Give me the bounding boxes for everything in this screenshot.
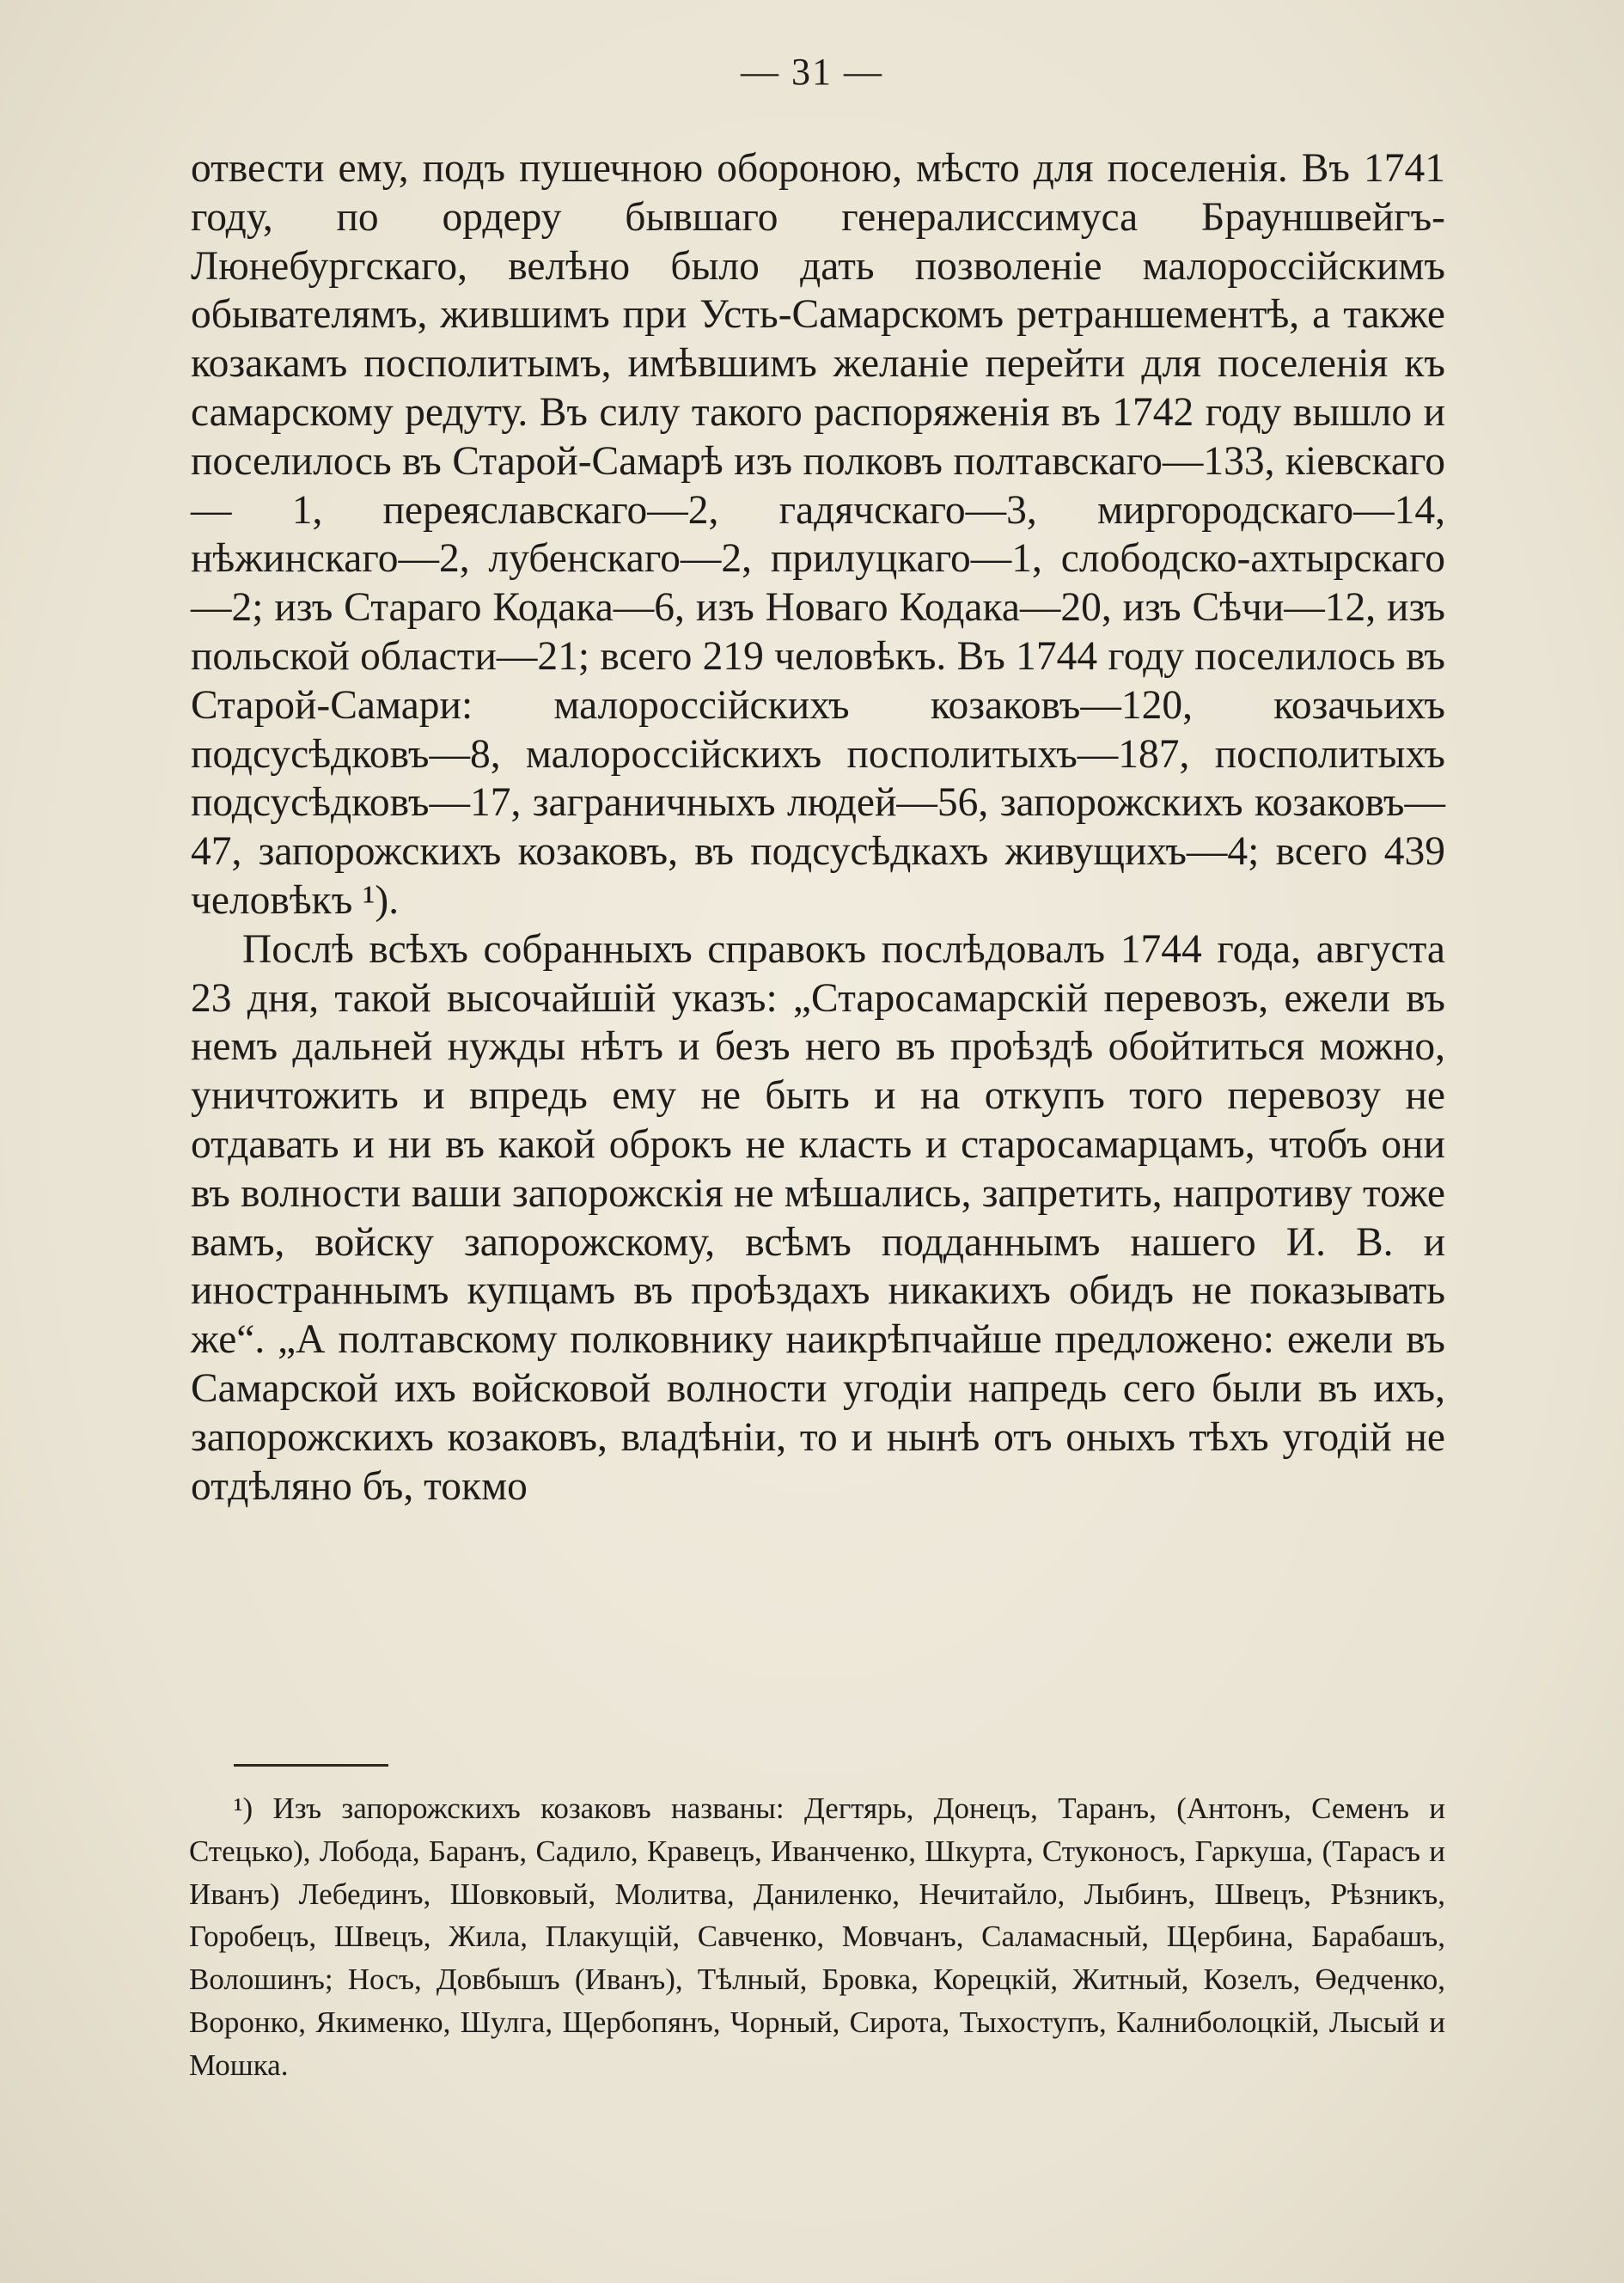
page-number: — 31 — — [741, 51, 883, 93]
main-text — [191, 144, 1445, 1511]
paragraph-2: Послѣ всѣхъ собранныхъ справокъ послѣдовалъ 1744 года, августа 23 дня, такой высочайшій указъ: „Старосамарскій перевозъ, ежели въ немъ дальней нужды нѣтъ и безъ него въ проѣздѣ обойтиться можно, уничтожить и впредь ему не быть и на откупъ того перевозу не отдавать и ни въ какой оброкъ не класть и старосамарцамъ, чтобъ они въ волности ваши запорожскія не мѣшались, запретить, напротиву тоже вамъ, войску запорожскому, всѣмъ подданнымъ нашего И. В. и иностраннымъ купцамъ въ проѣздахъ никакихъ обидъ не показывать же“. „А полтавскому полковнику наикрѣпчайше предложено: ежели въ Самарской ихъ войсковой волности угодіи напредь сего были въ ихъ, запорожскихъ козаковъ, владѣніи, то и нынѣ отъ оныхъ тѣхъ угодій не отдѣляно бъ, токмо — [191, 926, 1445, 1509]
footnote: ¹) Изъ запорожскихъ козаковъ названы: Дегтярь, Донецъ, Таранъ, (Антонъ, Семенъ и Стецько), Лобода, Баранъ, Садило, Кравецъ, Иванченко, Шкурта, Стуконосъ, Гаркуша, (Тарасъ и Иванъ) Лебединъ, Шовковый, Молитва, Даниленко, Нечитайло, Лыбинъ, Швецъ, Рѣзникъ, Горобецъ, Швецъ, Жила, Плакущій, Савченко, Мовчанъ, Саламасный, Щербина, Барабашъ, Волошинъ; Носъ, Довбышъ (Иванъ), Тѣлный, Бровка, Корецкій, Житный, Козелъ, Өедченко, Воронко, Якименко, Шулга, Щербопянъ, Чорный, Сирота, Тыхоступъ, Калниболоцкій, Лысый и Мошка. — [189, 1792, 1445, 2082]
footnote-divider — [234, 1764, 388, 1767]
paragraph-1: отвести ему, подъ пушечною обороною, мѣсто для поселенія. Въ 1741 году, по ордеру бывшаго генералиссимуса Брауншвейгъ-Люнебургскаго, велѣно было дать позволеніе малороссійскимъ обывателямъ, жившимъ при Усть-Самарскомъ ретраншементѣ, а также козакамъ посполитымъ, имѣвшимъ желаніе перейти для поселенія къ самарскому редуту. Въ силу такого распоряженія въ 1742 году вышло и поселилось въ Старой-Самарѣ изъ полковъ полтавскаго—133, кіевскаго — 1, переяславскаго—2, гадячскаго—3, миргородскаго—14, нѣжинскаго—2, лубенскаго—2, прилуцкаго—1, слободско-ахтырскаго—2; изъ Стараго Кодака—6, изъ Новаго Кодака—20, изъ Сѣчи—12, изъ польской области—21; всего 219 человѣкъ. Въ 1744 году поселилось въ Старой-Самари: малороссійскихъ козаковъ—120, козачьихъ подсусѣдковъ—8, малороссійскихъ посполитыхъ—187, посполитыхъ подсусѣдковъ—17, заграничныхъ людей—56, запорожскихъ козаковъ—47, запорожскихъ козаковъ, въ подсусѣдкахъ живущихъ—4; всего 439 человѣкъ ¹). — [191, 146, 1445, 923]
